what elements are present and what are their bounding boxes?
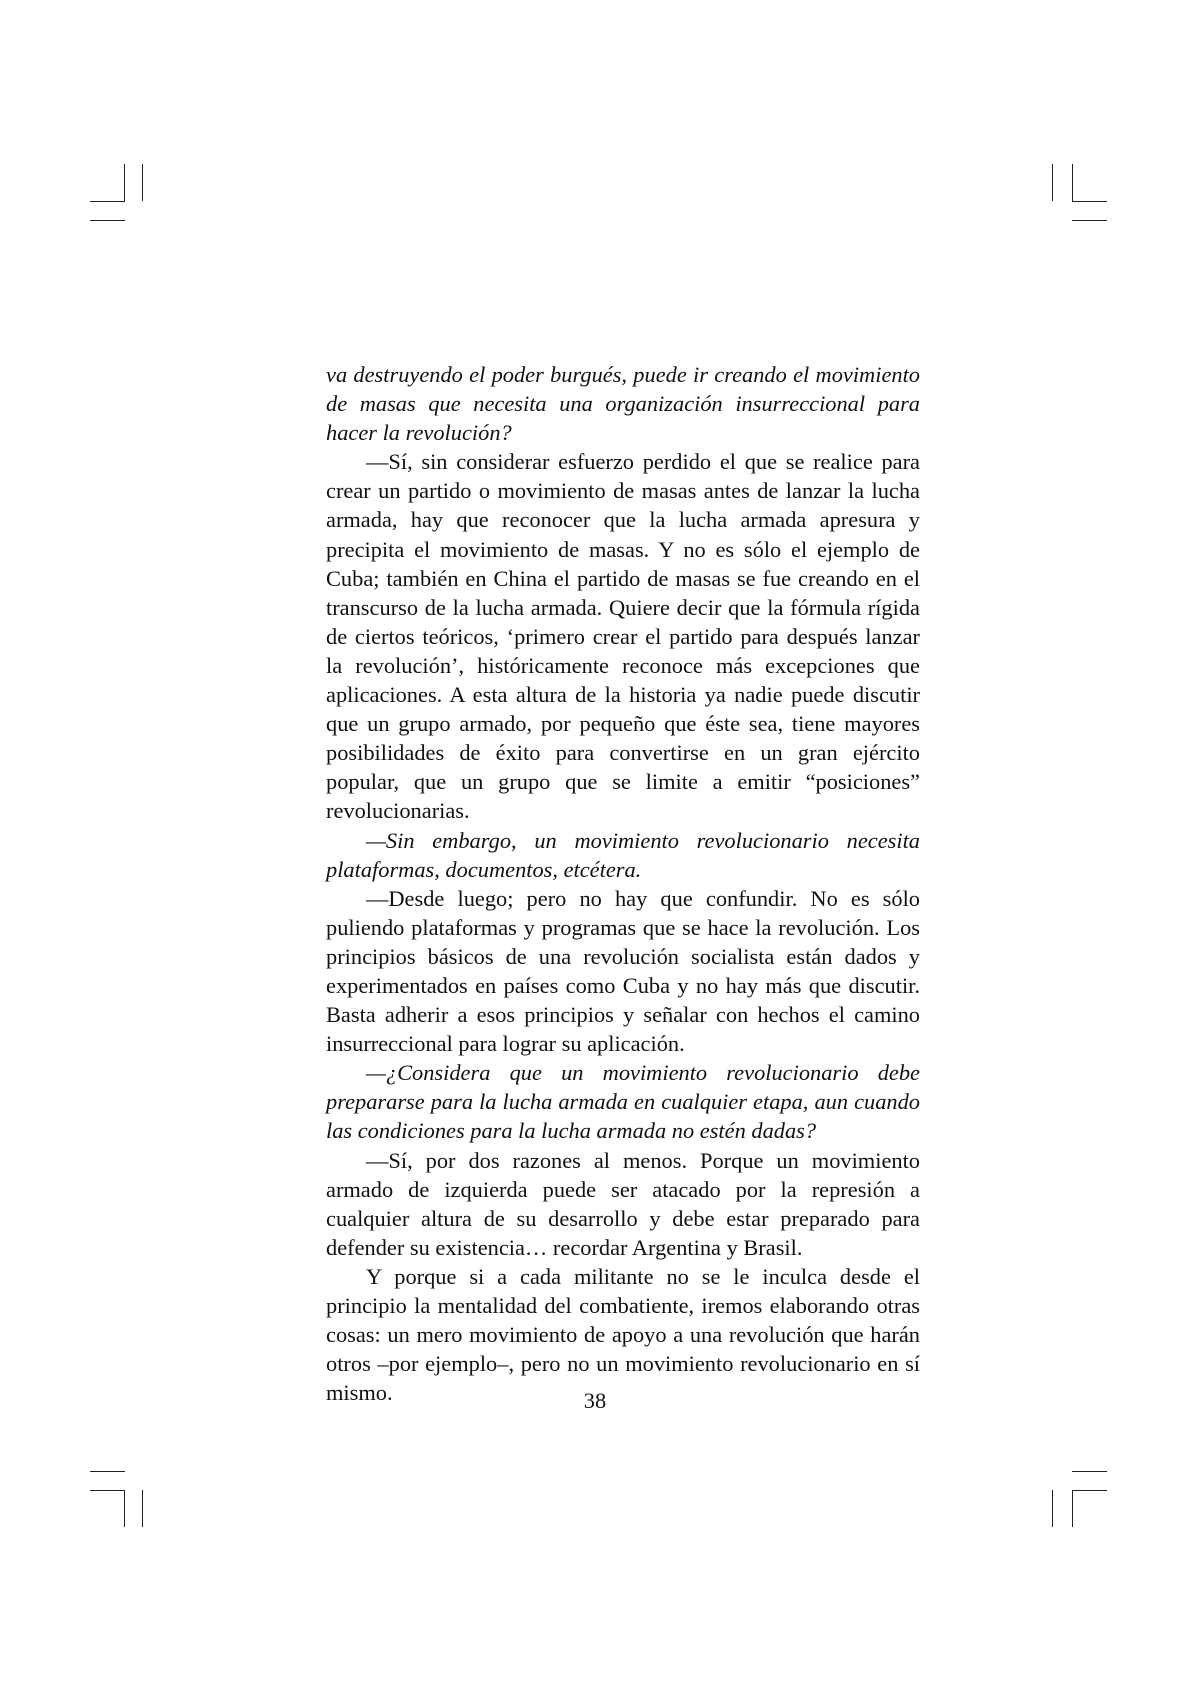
crop-mark bbox=[1052, 1490, 1053, 1527]
crop-mark bbox=[1072, 220, 1107, 221]
interview-question: va destruyendo el poder burgués, puede ir creando el movimiento de masas que necesita una organización insurreccional para hacer la revolución? bbox=[326, 362, 920, 446]
crop-mark bbox=[1052, 164, 1053, 201]
crop-mark bbox=[142, 164, 143, 201]
interview-answer: —Sí, por dos razones al menos. Porque un movimiento armado de izquierda puede ser atacado por la represión a cualquier altura de su desarrollo y debe estar preparado para defender su existencia… recordar Argentina y Brasil. bbox=[326, 1147, 920, 1260]
interview-answer: Y porque si a cada militante no se le inculca desde el principio la mentalidad del combatiente, iremos elaborando otras cosas: un mero movimiento de apoyo a una revolución que harán otros –por ejemplo–, pero no un movimiento revolucionario en sí mismo. bbox=[326, 1263, 920, 1406]
page-number: 38 bbox=[583, 1388, 607, 1413]
crop-mark bbox=[1072, 1490, 1107, 1491]
crop-mark bbox=[90, 1471, 125, 1472]
interview-question: —¿Considera que un movimiento revolucionario debe prepararse para la lucha armada en cualquier etapa, aun cuando las condiciones para la lucha armada no estén dadas? bbox=[326, 1060, 920, 1144]
crop-mark bbox=[1072, 201, 1107, 202]
crop-mark bbox=[90, 220, 125, 221]
crop-mark bbox=[142, 1490, 143, 1527]
interview-answer: —Sí, sin considerar esfuerzo perdido el que se realice para crear un partido o movimiento de masas antes de lanzar la lucha armada, hay que reconocer que la lucha armada apresura y precipita el movimiento de masas. Y no es sólo el ejemplo de Cuba; también en China el partido de masas se fue creando en el transcurso de la lucha armada. Quiere decir que la fórmula rígida de ciertos teóricos, ‘primero crear el partido para después lanzar la revolución’, históricamente reconoce más excepciones que aplicaciones. A esta altura de la historia ya nadie puede discutir que un grupo armado, por pequeño que éste sea, tiene mayores posibilidades de éxito para convertirse en un gran ejército popular, que un grupo que se limite a emitir “posiciones” revolucionarias. bbox=[326, 449, 920, 824]
interview-answer: —Desde luego; pero no hay que confundir. No es sólo puliendo plataformas y programas que se hace la revolución. Los principios básicos de una revolución socialista están dados y experimentados en países como Cuba y no hay más que discutir. Basta adherir a esos principios y señalar con hechos el camino insurreccional para lograr su aplicación. bbox=[326, 885, 920, 1057]
crop-mark bbox=[1072, 1490, 1073, 1527]
crop-mark bbox=[124, 1490, 125, 1527]
body-text bbox=[326, 360, 920, 1407]
crop-mark bbox=[124, 164, 125, 201]
crop-mark bbox=[90, 1490, 125, 1491]
interview-question: —Sin embargo, un movimiento revolucionario necesita plataformas, documentos, etcétera. bbox=[326, 827, 920, 882]
crop-mark bbox=[90, 201, 125, 202]
crop-mark bbox=[1072, 164, 1073, 201]
crop-mark bbox=[1072, 1471, 1107, 1472]
